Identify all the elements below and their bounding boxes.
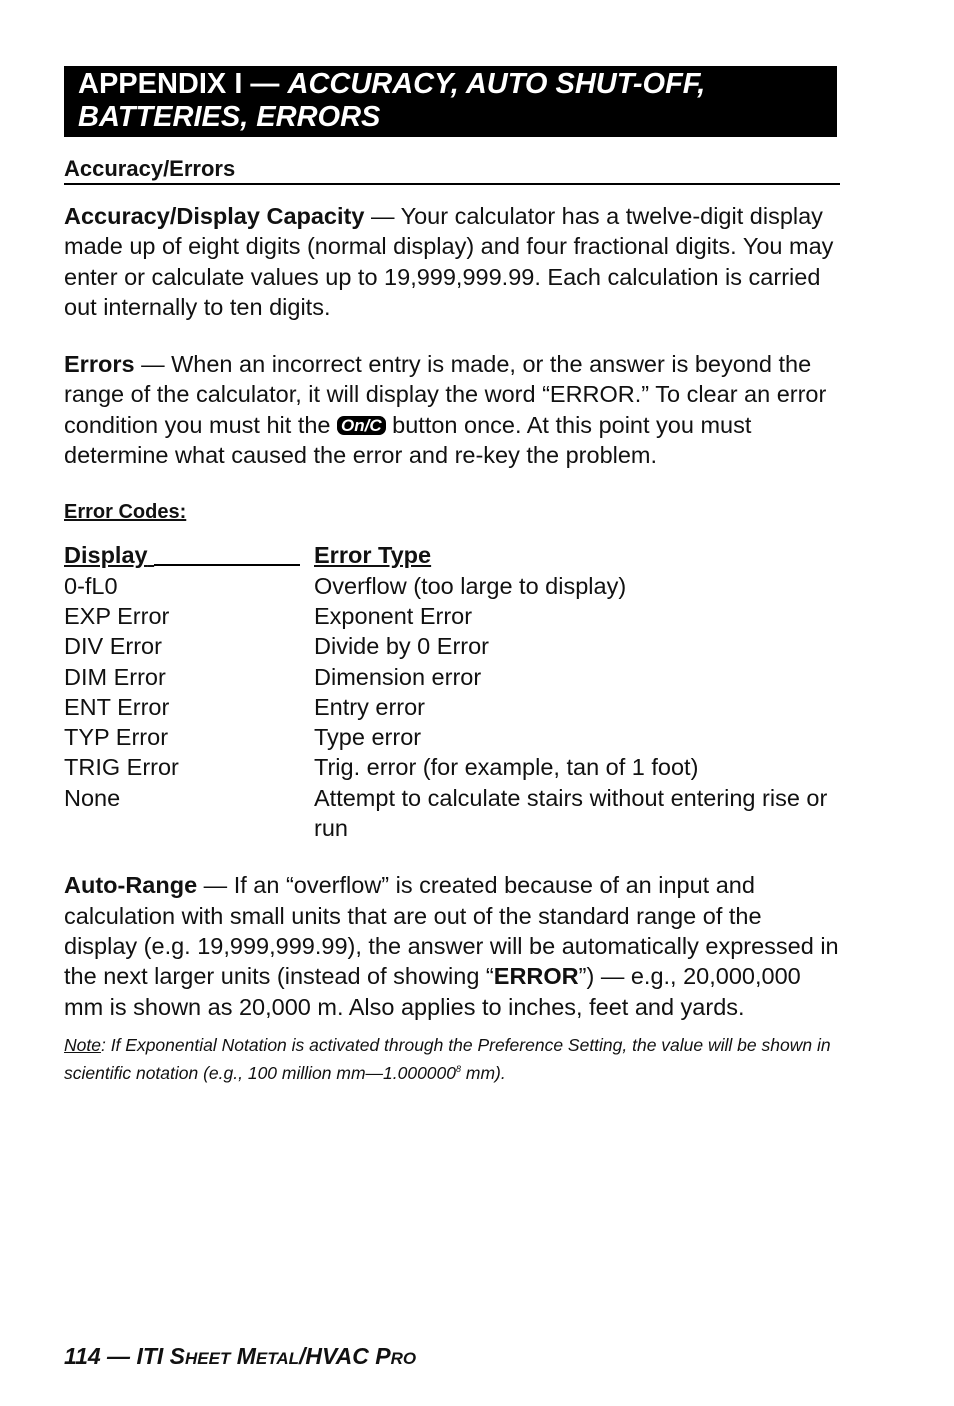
display-cell: TYP Error (64, 724, 169, 751)
title-italic-1: ACCURACY, AUTO SHUT-OFF, (287, 68, 706, 100)
header-error-type: Error Type (314, 542, 432, 569)
type-cell: Divide by 0 Error (314, 633, 489, 660)
errors-text-2: button once. At this point you must determine what caused the error and re-key the problem. (64, 411, 752, 469)
display-cell: None (64, 784, 121, 811)
table-row (64, 601, 840, 631)
type-cell: Dimension error (314, 663, 482, 690)
auto-range-paragraph (64, 870, 840, 1021)
error-word: ERROR (493, 963, 579, 990)
note-paragraph (64, 1033, 840, 1085)
appendix-title (64, 66, 837, 137)
display-cell: ENT Error (64, 693, 170, 720)
table-row (64, 631, 840, 661)
title-prefix: APPENDIX I — (78, 68, 288, 100)
type-cell: Overflow (too large to display) (314, 572, 627, 599)
display-cell: TRIG Error (64, 754, 179, 781)
page-footer: 114 — ITI SHEET METAL/HVAC PRO (64, 1343, 417, 1369)
error-codes-label: Error Codes: (64, 501, 187, 524)
auto-range-text-2: ”) — e.g., 20,000,000 mm is shown as 20,000 m. Also applies to inches, feet and yards. (64, 963, 801, 1020)
title-line-2: BATTERIES, ERRORS (78, 101, 381, 133)
on-c-key-icon: On/C (337, 416, 386, 435)
note-text-1: : If Exponential Notation is activated through the Preference Setting, the value will be shown in scientific notation (e.g., 100 million mm—1.000000 (64, 1034, 831, 1083)
table-header-row (64, 540, 840, 570)
errors-term: Errors (64, 351, 135, 378)
header-display: Display (64, 540, 314, 570)
accuracy-term: Accuracy/Display Capacity (64, 203, 365, 229)
note-text-2: mm). (461, 1062, 506, 1083)
table-row (64, 783, 840, 844)
display-cell: DIM Error (64, 663, 166, 690)
table-row (64, 722, 840, 752)
type-cell: Type error (314, 724, 422, 751)
type-cell: Attempt to calculate stairs without entering rise or run (314, 784, 828, 842)
table-row (64, 752, 840, 782)
error-codes-table (64, 540, 840, 843)
errors-paragraph (64, 349, 840, 470)
display-cell: EXP Error (64, 602, 170, 629)
type-cell: Entry error (314, 693, 425, 720)
display-cell: 0-fL0 (64, 572, 118, 599)
table-row (64, 692, 840, 722)
note-label: Note (64, 1034, 101, 1055)
auto-range-text-1: — If an “overflow” is created because of an input and calculation with small units that are out of the standard range of the display (e.g. 19,999,999.99), the answer will be automatically expressed in the next larger units (instead of showing “ (64, 872, 839, 990)
errors-text-1: — When an incorrect entry is made, or the answer is beyond the range of the calculator, it will display the word “ERROR.” To clear an error condition you must hit the (64, 351, 827, 438)
display-cell: DIV Error (64, 633, 162, 660)
page-content (64, 66, 840, 1085)
table-row (64, 662, 840, 692)
type-cell: Trig. error (for example, tan of 1 foot) (314, 754, 699, 781)
auto-range-term: Auto-Range (64, 872, 198, 899)
title-line-1 (78, 68, 823, 101)
note-superscript: 8 (456, 1063, 462, 1074)
accuracy-paragraph (64, 201, 840, 322)
type-cell: Exponent Error (314, 602, 473, 629)
accuracy-text: — Your calculator has a twelve-digit display made up of eight digits (normal display) and four fractional digits. You may enter or calculate values up to 19,999,999.99. Each calculation is carried out internally to ten digits. (64, 203, 834, 320)
section-heading: Accuracy/Errors (64, 155, 840, 185)
table-row (64, 571, 840, 601)
